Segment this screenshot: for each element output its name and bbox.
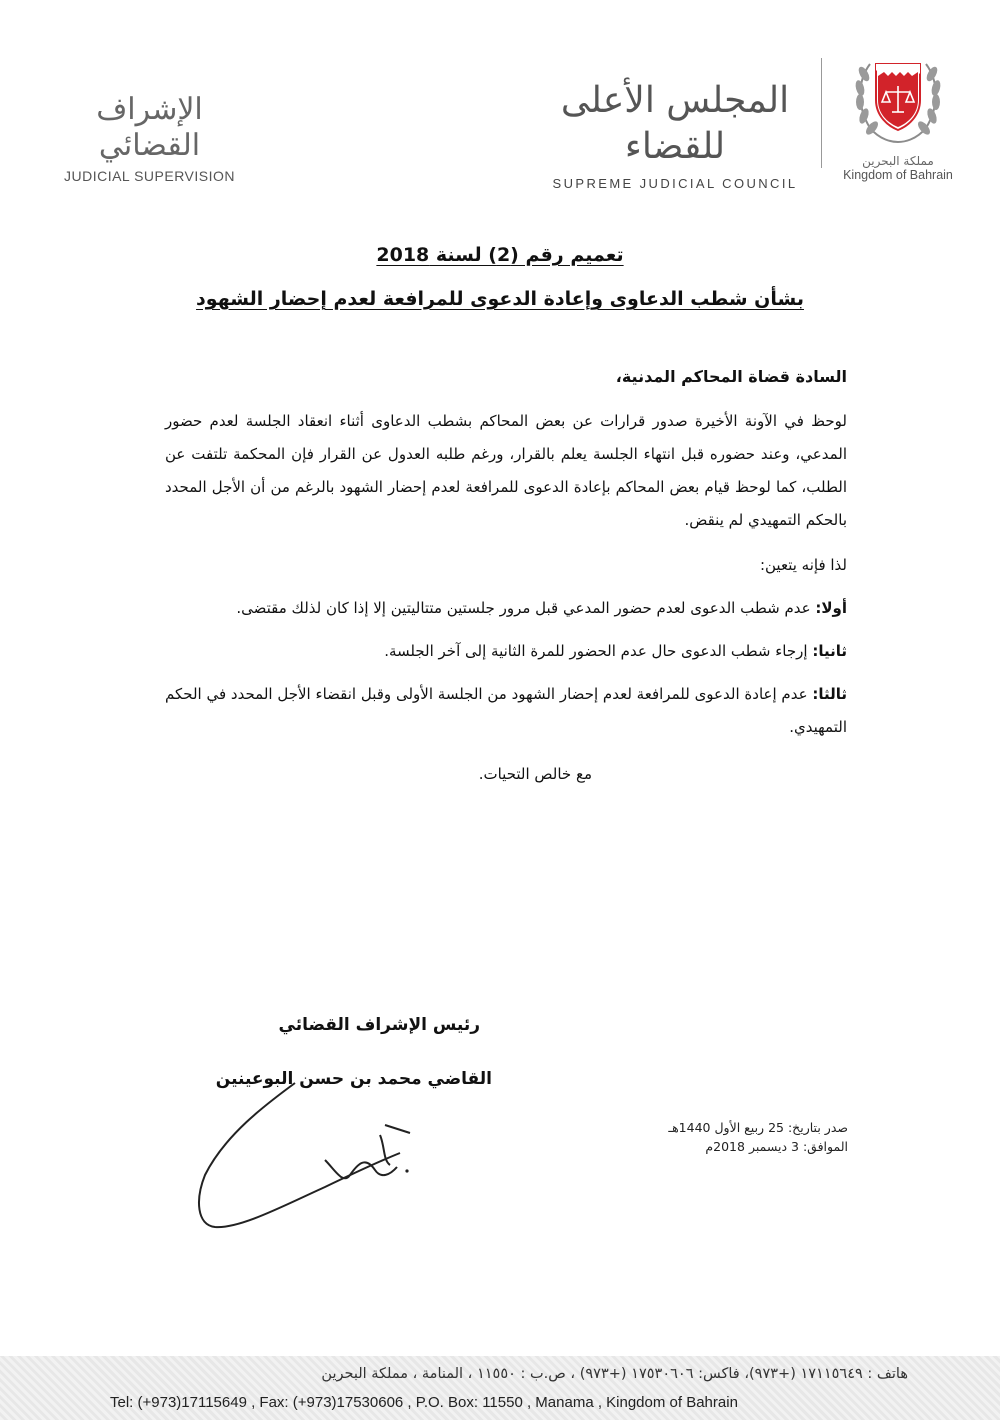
- hence-line: لذا فإنه يتعين:: [759, 556, 847, 574]
- directive-label: ثانيا:: [812, 642, 847, 660]
- judicial-supervision-english: JUDICIAL SUPERVISION: [63, 168, 236, 184]
- directive-text: عدم إعادة الدعوى للمرافعة لعدم إحضار الشهود من الجلسة الأولى وقبل انقضاء الأجل المحدد في الحكم التمهيدي.: [165, 685, 847, 736]
- salutation: السادة قضاة المحاكم المدنية،: [615, 367, 847, 386]
- signatory-title: رئيس الإشراف القضائي: [278, 1015, 480, 1035]
- directive-item: [165, 592, 847, 625]
- closing-greeting: مع خالص التحيات.: [478, 765, 592, 783]
- letter-body: [165, 360, 847, 791]
- directive-item: [165, 635, 847, 668]
- handwritten-signature: [185, 1075, 425, 1245]
- intro-paragraph: لوحظ في الآونة الأخيرة صدور قرارات عن بعض المحاكم بشطب الدعاوى أثناء انعقاد الجلسة لعدم حضور المدعي، وعند حضوره قبل انتهاء الجلسة يعلم بالقرار، ورغم طلبه العدول عن القرار فإن المحكمة تلتفت عن الطلب، كما لوحظ قيام بعض المحاكم بإعادة الدعوى للمرافعة لعدم إحضار الشهود بالرغم من أن الأجل المحدد بالحكم التمهيدي لم ينقض.: [165, 412, 847, 529]
- hijri-date: صدر بتاريخ: 25 ربيع الأول 1440هـ: [668, 1120, 848, 1135]
- kingdom-arabic: مملكة البحرين: [862, 154, 934, 168]
- council-english: SUPREME JUDICIAL COUNCIL: [552, 176, 798, 191]
- header-divider: [821, 58, 822, 168]
- council-arabic: المجلس الأعلى للقضاء: [560, 80, 790, 167]
- judicial-supervision-logo: [62, 92, 237, 184]
- kingdom-emblem: [832, 50, 964, 185]
- judicial-supervision-arabic: الإشراف القضائي: [96, 92, 203, 163]
- supreme-judicial-council-logo: [540, 78, 810, 191]
- signatory-name: القاضي محمد بن حسن البوعينين: [215, 1069, 492, 1089]
- contact-footer: [0, 1356, 1000, 1420]
- gregorian-date: الموافق: 3 ديسمبر 2018م: [705, 1139, 848, 1154]
- footer-english-contact: Tel: (+973)17115649 , Fax: (+973)17530606 , P.O. Box: 11550 , Manama , Kingdom of Bahrain: [110, 1394, 738, 1411]
- footer-arabic-contact: هاتف : ١٧١١٥٦٤٩ (+٩٧٣)، فاكس: ١٧٥٣٠٦٠٦ (+٩٧٣) ، ص.ب : ١١٥٥٠ ، المنامة ، مملكة البحرين: [321, 1366, 908, 1382]
- circular-subject: بشأن شطب الدعاوى وإعادة الدعوى للمرافعة لعدم إحضار الشهود: [196, 288, 804, 310]
- kingdom-english: Kingdom of Bahrain: [843, 168, 953, 182]
- directive-label: أولا:: [815, 599, 847, 617]
- directive-label: ثالثا:: [812, 685, 847, 703]
- circular-title: [180, 240, 820, 328]
- coat-of-arms-icon: [850, 50, 946, 148]
- circular-number: تعميم رقم (2) لسنة 2018: [376, 244, 624, 266]
- directive-item: [165, 678, 847, 744]
- issue-dates: [560, 1118, 848, 1156]
- directive-text: عدم شطب الدعوى لعدم حضور المدعي قبل مرور جلستين متتاليتين إلا إذا كان لذلك مقتضى.: [236, 599, 811, 617]
- directive-text: إرجاء شطب الدعوى حال عدم الحضور للمرة الثانية إلى آخر الجلسة.: [384, 642, 808, 660]
